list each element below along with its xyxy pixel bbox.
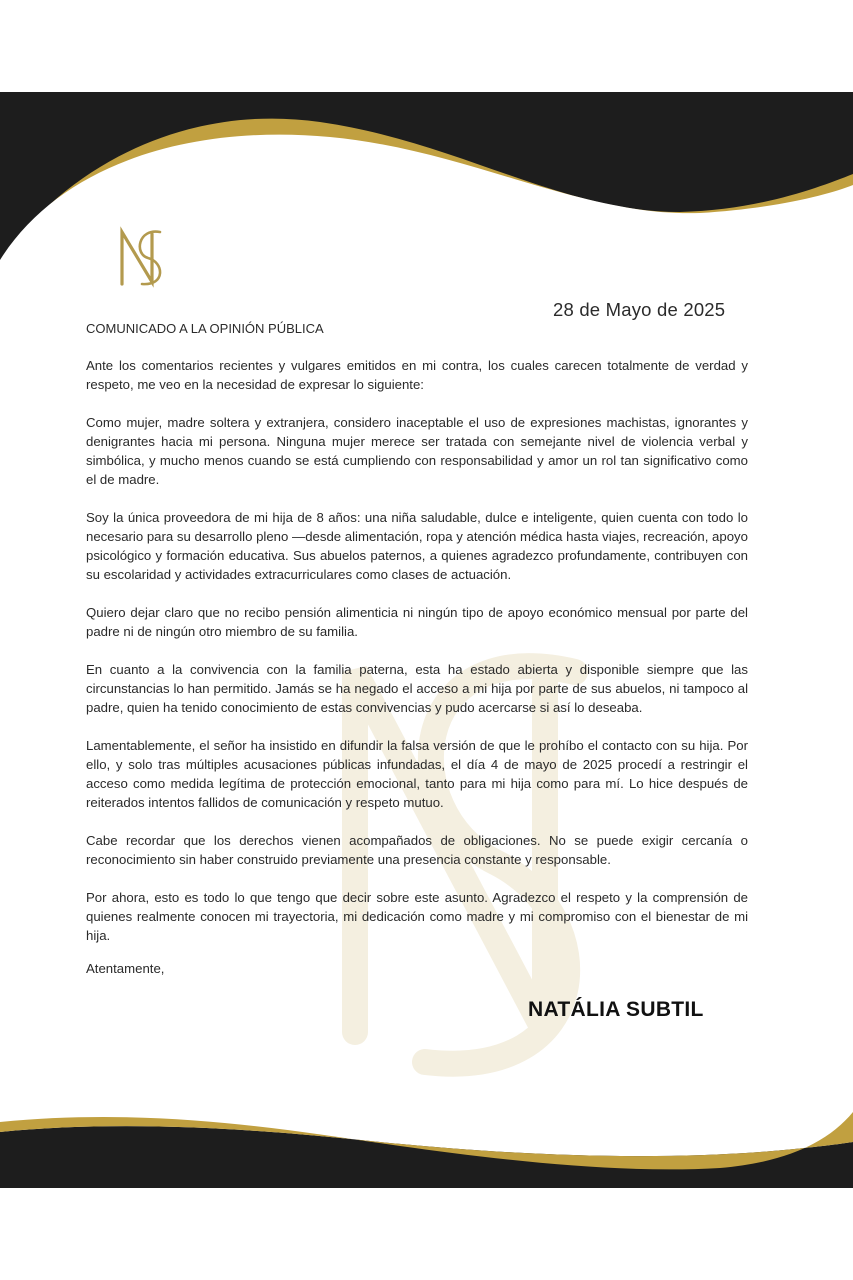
bottom-wave-decoration (0, 1112, 853, 1188)
paragraph: Quiero dejar claro que no recibo pensión alimenticia ni ningún tipo de apoyo económico mensual por parte del padre ni de ningún otro miembro de su familia. (86, 605, 748, 639)
letter-body (86, 356, 748, 964)
ns-logo-icon (112, 226, 174, 290)
letterhead-page (0, 92, 853, 1188)
paragraph: En cuanto a la convivencia con la familia paterna, esta ha estado abierta y disponible siempre que las circunstancias lo han permitido. Jamás se ha negado el acceso a mi hija por parte de sus abuelos, ni tampoco al padre, quien ha tenido conocimiento de estas convivencias y pudo acercarse si así lo deseaba. (86, 662, 748, 715)
paragraph: Lamentablemente, el señor ha insistido en difundir la falsa versión de que le prohíbo el contacto con su hija. Por ello, y solo tras múltiples acusaciones públicas infundadas, el día 4 de mayo de 2025 procedí a restringir el acceso como medida legítima de protección emocional, tanto para mi hija como para mí. Lo hice después de reiterados intentos fallidos de comunicación y respeto mutuo. (86, 738, 748, 810)
signature-name: NATÁLIA SUBTIL (528, 998, 704, 1021)
letter-date: 28 de Mayo de 2025 (553, 299, 726, 320)
paragraph: Cabe recordar que los derechos vienen acompañados de obligaciones. No se puede exigir cercanía o reconocimiento sin haber construido previamente una presencia constante y responsable. (86, 833, 748, 867)
paragraph: Por ahora, esto es todo lo que tengo que decir sobre este asunto. Agradezco el respeto y la comprensión de quienes realmente conocen mi trayectoria, mi dedicación como madre y mi compromiso con el bienestar de mi hija. (86, 890, 748, 943)
letter-heading: COMUNICADO A LA OPINIÓN PÚBLICA (86, 321, 324, 336)
paragraph: Como mujer, madre soltera y extranjera, considero inaceptable el uso de expresiones machistas, ignorantes y denigrantes hacia mi persona. Ninguna mujer merece ser tratada con semejante nivel de violencia verbal y simbólica, y mucho menos cuando se está cumpliendo con responsabilidad y amor un rol tan significativo como el de madre. (86, 415, 748, 487)
paragraph: Ante los comentarios recientes y vulgares emitidos en mi contra, los cuales carecen totalmente de verdad y respeto, me veo en la necesidad de expresar lo siguiente: (86, 358, 748, 392)
paragraph: Soy la única proveedora de mi hija de 8 años: una niña saludable, dulce e inteligente, quien cuenta con todo lo necesario para su desarrollo pleno —desde alimentación, ropa y atención médica hasta viajes, recreación, apoyo psicológico y formación educativa. Sus abuelos paternos, a quienes agradezco profundamente, contribuyen con su escolaridad y actividades extracurriculares como clases de actuación. (86, 510, 748, 582)
closing-salutation: Atentamente, (86, 961, 165, 976)
